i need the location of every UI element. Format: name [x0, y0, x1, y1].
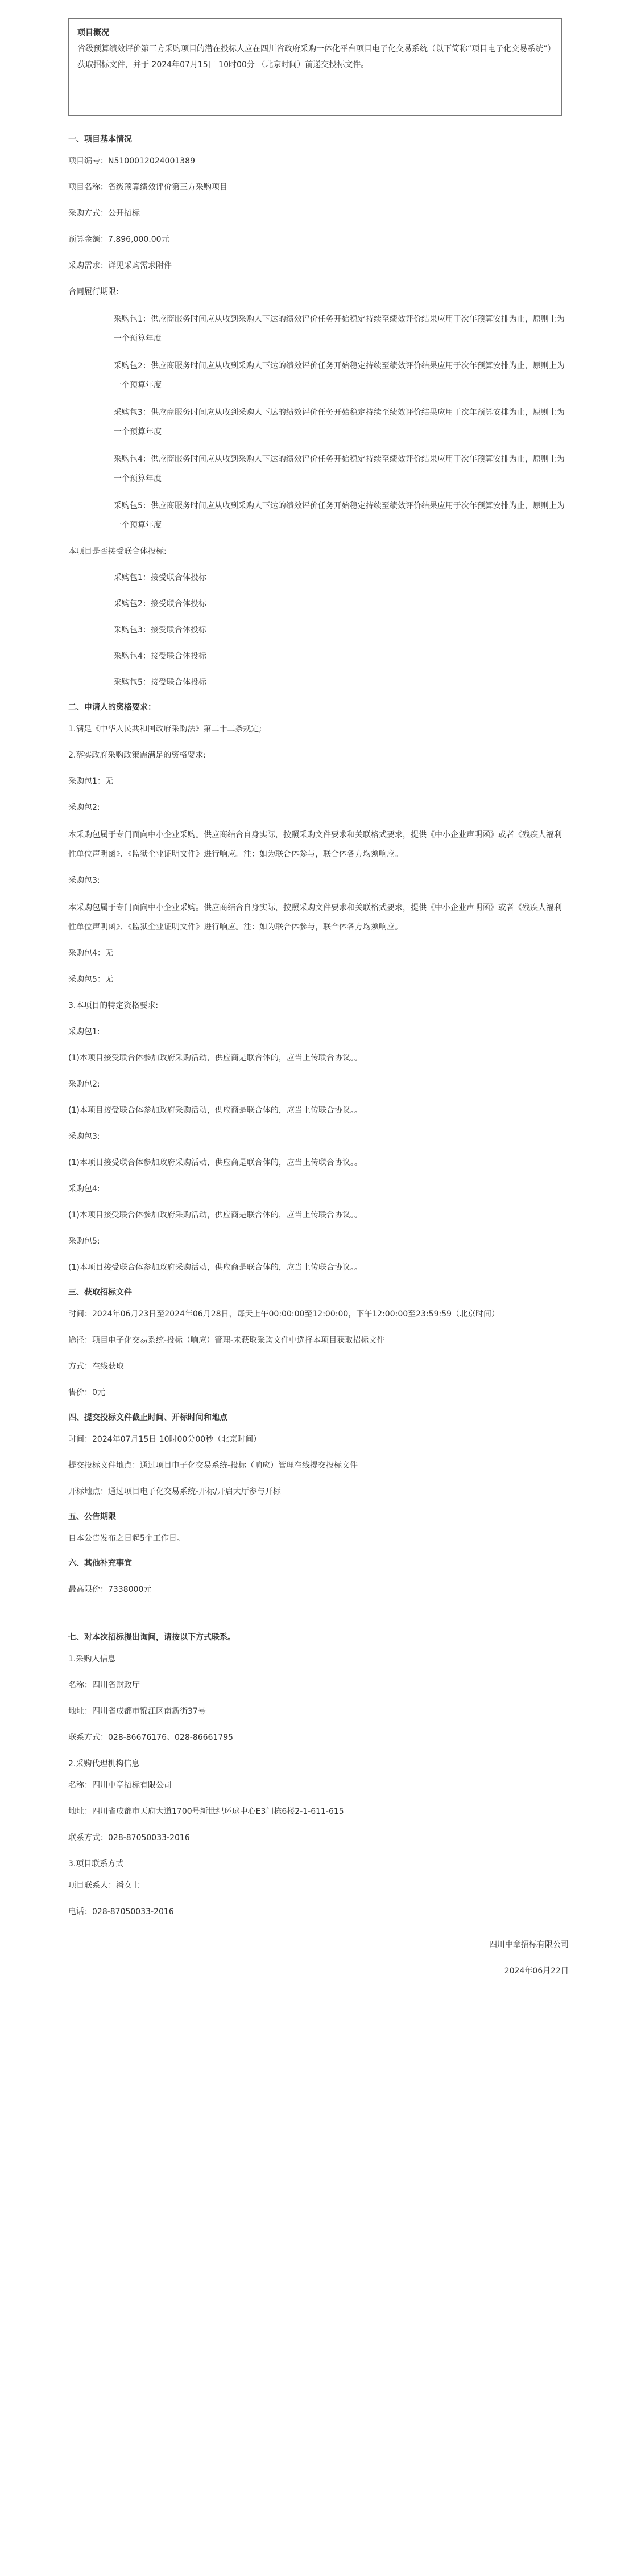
policy-package-2-text: 本采购包属于专门面向中小企业采购。供应商结合自身实际，按照采购文件要求和关联格式要求，提供《中小企业声明函》或者《残疾人福利性单位声明函》、《监狱企业证明文件》进行响应。注：如为联合体参与，联合体各方均须响应。	[68, 830, 562, 859]
project-contact-person: 项目联系人：潘女士	[68, 1881, 140, 1890]
specific-package-5-text: (1)本项目接受联合体参加政府采购活动，供应商是联合体的，应当上传联合协议。。	[68, 1263, 362, 1272]
consortium-label: 本项目是否接受联合体投标:	[68, 547, 167, 556]
policy-package-3-text: 本采购包属于专门面向中小企业采购。供应商结合自身实际，按照采购文件要求和关联格式要求，提供《中小企业声明函》或者《残疾人福利性单位声明函》、《监狱企业证明文件》进行响应。注：如为联合体参与，联合体各方均须响应。	[68, 903, 562, 932]
footer-organization: 四川中章招标有限公司	[489, 1940, 569, 1949]
policy-package-2-label: 采购包2:	[68, 803, 100, 812]
qualification-item-2: 2.落实政府采购政策需满足的资格要求:	[68, 751, 206, 760]
specific-package-1-label: 采购包1:	[68, 1027, 100, 1036]
agent-contact: 联系方式：028-87050033-2016	[68, 1833, 190, 1842]
procurement-method: 采购方式：公开招标	[68, 209, 140, 218]
buyer-info-title: 1.采购人信息	[68, 1655, 116, 1664]
submission-location: 提交投标文件地点：通过项目电子化交易系统-投标（响应）管理在线提交投标文件	[68, 1461, 358, 1470]
package-term-2: 采购包2：供应商服务时间应从收到采购人下达的绩效评价任务开始稳定持续至绩效评价结果应用于次年预算安排为止，原则上为一个预算年度	[114, 361, 565, 390]
package-consortium-3: 采购包3：接受联合体投标	[114, 626, 206, 635]
specific-package-4-text: (1)本项目接受联合体参加政府采购活动，供应商是联合体的，应当上传联合协议。。	[68, 1211, 362, 1220]
buyer-name: 名称：四川省财政厅	[68, 1681, 140, 1690]
max-price: 最高限价：7338000元	[68, 1585, 152, 1594]
document-acquire-mode: 方式：在线获取	[68, 1362, 124, 1371]
procurement-requirement: 采购需求：详见采购需求附件	[68, 261, 172, 270]
document-acquire-time: 时间：2024年06月23日至2024年06月28日，每天上午00:00:00至12:00:00，下午12:00:00至23:59:59（北京时间）	[68, 1310, 500, 1319]
specific-package-4-label: 采购包4:	[68, 1184, 100, 1194]
section-2-title: 二、申请人的资格要求：	[68, 703, 156, 712]
footer-date: 2024年06月22日	[504, 1966, 569, 1976]
project-number: 项目编号：N5100012024001389	[68, 157, 195, 166]
specific-package-5-label: 采购包5:	[68, 1237, 100, 1246]
budget-amount: 预算金额：7,896,000.00元	[68, 235, 169, 244]
package-term-1: 采购包1：供应商服务时间应从收到采购人下达的绩效评价任务开始稳定持续至绩效评价结果应用于次年预算安排为止，原则上为一个预算年度	[114, 315, 565, 343]
specific-package-3-text: (1)本项目接受联合体参加政府采购活动，供应商是联合体的，应当上传联合协议。。	[68, 1158, 362, 1167]
specific-package-1-text: (1)本项目接受联合体参加政府采购活动，供应商是联合体的，应当上传联合协议。。	[68, 1054, 362, 1063]
package-term-5: 采购包5：供应商服务时间应从收到采购人下达的绩效评价任务开始稳定持续至绩效评价结果应用于次年预算安排为止，原则上为一个预算年度	[114, 501, 565, 530]
opening-location: 开标地点：通过项目电子化交易系统-开标/开启大厅参与开标	[68, 1487, 281, 1496]
buyer-address: 地址：四川省成都市锦江区南新街37号	[68, 1707, 206, 1716]
project-overview-box	[68, 18, 562, 116]
buyer-contact: 联系方式：028-86676176、028-86661795	[68, 1733, 234, 1742]
qualification-item-3: 3.本项目的特定资格要求:	[68, 1001, 159, 1010]
section-7-title: 七、对本次招标提出询问，请按以下方式联系。	[68, 1633, 235, 1642]
section-5-title: 五、公告期限	[68, 1512, 116, 1521]
spacer	[68, 1599, 569, 1622]
document-price: 售价：0元	[68, 1388, 105, 1397]
policy-package-1: 采购包1：无	[68, 777, 113, 786]
package-consortium-5: 采购包5：接受联合体投标	[114, 678, 206, 687]
package-consortium-2: 采购包2：接受联合体投标	[114, 599, 206, 608]
section-6-title: 六、其他补充事宜	[68, 1559, 132, 1568]
agent-info-title: 2.采购代理机构信息	[68, 1759, 140, 1768]
overview-title: 项目概况	[77, 28, 109, 38]
specific-package-2-text: (1)本项目接受联合体参加政府采购活动，供应商是联合体的，应当上传联合协议。。	[68, 1106, 362, 1115]
package-term-3: 采购包3：供应商服务时间应从收到采购人下达的绩效评价任务开始稳定持续至绩效评价结果应用于次年预算安排为止，原则上为一个预算年度	[114, 408, 565, 437]
qualification-item-1: 1.满足《中华人民共和国政府采购法》第二十二条规定;	[68, 725, 262, 734]
announcement-body	[68, 130, 569, 1981]
agent-address: 地址：四川省成都市天府大道1700号新世纪环球中心E3门栋6楼2-1-611-615	[68, 1807, 344, 1816]
package-consortium-4: 采购包4：接受联合体投标	[114, 652, 206, 661]
deadline-time: 时间：2024年07月15日 10时00分00秒（北京时间）	[68, 1435, 262, 1444]
announcement-period: 自本公告发布之日起5个工作日。	[68, 1534, 185, 1543]
project-contact-phone: 电话：028-87050033-2016	[68, 1907, 174, 1916]
contract-term-label: 合同履行期限:	[68, 287, 119, 297]
section-1-title: 一、项目基本情况	[68, 135, 132, 144]
section-3-title: 三、获取招标文件	[68, 1288, 132, 1297]
policy-package-3-label: 采购包3:	[68, 876, 100, 885]
package-consortium-1: 采购包1：接受联合体投标	[114, 573, 206, 582]
agent-name: 名称：四川中章招标有限公司	[68, 1781, 172, 1790]
policy-package-5: 采购包5：无	[68, 975, 113, 984]
package-term-4: 采购包4：供应商服务时间应从收到采购人下达的绩效评价任务开始稳定持续至绩效评价结果应用于次年预算安排为止，原则上为一个预算年度	[114, 455, 565, 483]
project-contact-title: 3.项目联系方式	[68, 1859, 124, 1869]
section-4-title: 四、提交投标文件截止时间、开标时间和地点	[68, 1413, 227, 1422]
policy-package-4: 采购包4：无	[68, 949, 113, 958]
specific-package-2-label: 采购包2:	[68, 1080, 100, 1089]
document-acquire-way: 途径：项目电子化交易系统-投标（响应）管理-未获取采购文件中选择本项目获取招标文件	[68, 1336, 385, 1345]
overview-text: 省级预算绩效评价第三方采购项目的潜在投标人应在四川省政府采购一体化平台项目电子化交易系统（以下简称“项目电子化交易系统”）获取招标文件，并于 2024年07月15日 10时00分 （北京时间）前递交投标文件。	[77, 44, 552, 69]
specific-package-3-label: 采购包3:	[68, 1132, 100, 1141]
project-name: 项目名称：省级预算绩效评价第三方采购项目	[68, 183, 227, 192]
